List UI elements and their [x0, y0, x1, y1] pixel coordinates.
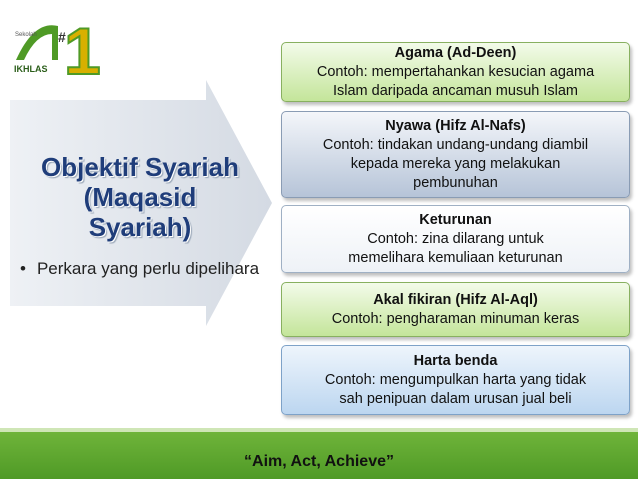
bullet-text: Perkara yang perlu dipelihara [36, 259, 260, 278]
left-panel [20, 152, 260, 280]
box-line: kepada mereka yang melakukan [350, 155, 561, 172]
box-line: sah penipuan dalam urusan jual beli [339, 390, 572, 407]
logo-hash: # [58, 29, 66, 45]
box-agama [281, 42, 630, 102]
box-heading: Akal fikiran (Hifz Al-Aql) [373, 291, 538, 308]
box-nyawa [281, 111, 630, 198]
footer-slogan: “Aim, Act, Achieve” [244, 453, 394, 470]
bullet-item [20, 258, 260, 280]
box-line: pembunuhan [413, 174, 498, 191]
box-keturunan [281, 205, 630, 273]
logo-small-text: Sekolah [15, 32, 37, 38]
title-line: (Maqasid [83, 182, 197, 212]
box-heading: Nyawa (Hifz Al-Nafs) [385, 117, 526, 134]
box-harta [281, 345, 630, 415]
box-akal [281, 282, 630, 337]
bullet-dot-icon: • [20, 259, 26, 278]
box-line: Contoh: tindakan undang-undang diambil [322, 136, 589, 153]
box-line: Islam daripada ancaman musuh Islam [332, 82, 578, 99]
logo-number: 1 [64, 14, 101, 76]
title-line: Syariah) [88, 212, 192, 242]
title-line: Objektif Syariah [41, 152, 239, 182]
box-line: Contoh: pengharaman minuman keras [331, 310, 580, 327]
box-line: memelihara kemuliaan keturunan [348, 249, 563, 266]
box-heading: Harta benda [413, 352, 498, 369]
box-line: Contoh: mempertahankan kesucian agama [316, 63, 595, 80]
box-heading: Keturunan [419, 211, 492, 228]
box-line: Contoh: zina dilarang untuk [367, 230, 544, 247]
box-heading: Agama (Ad-Deen) [394, 44, 517, 61]
box-line: Contoh: mengumpulkan harta yang tidak [324, 371, 587, 388]
school-logo [12, 12, 106, 76]
main-title [20, 152, 260, 242]
logo-brand: IKHLAS [14, 64, 48, 74]
